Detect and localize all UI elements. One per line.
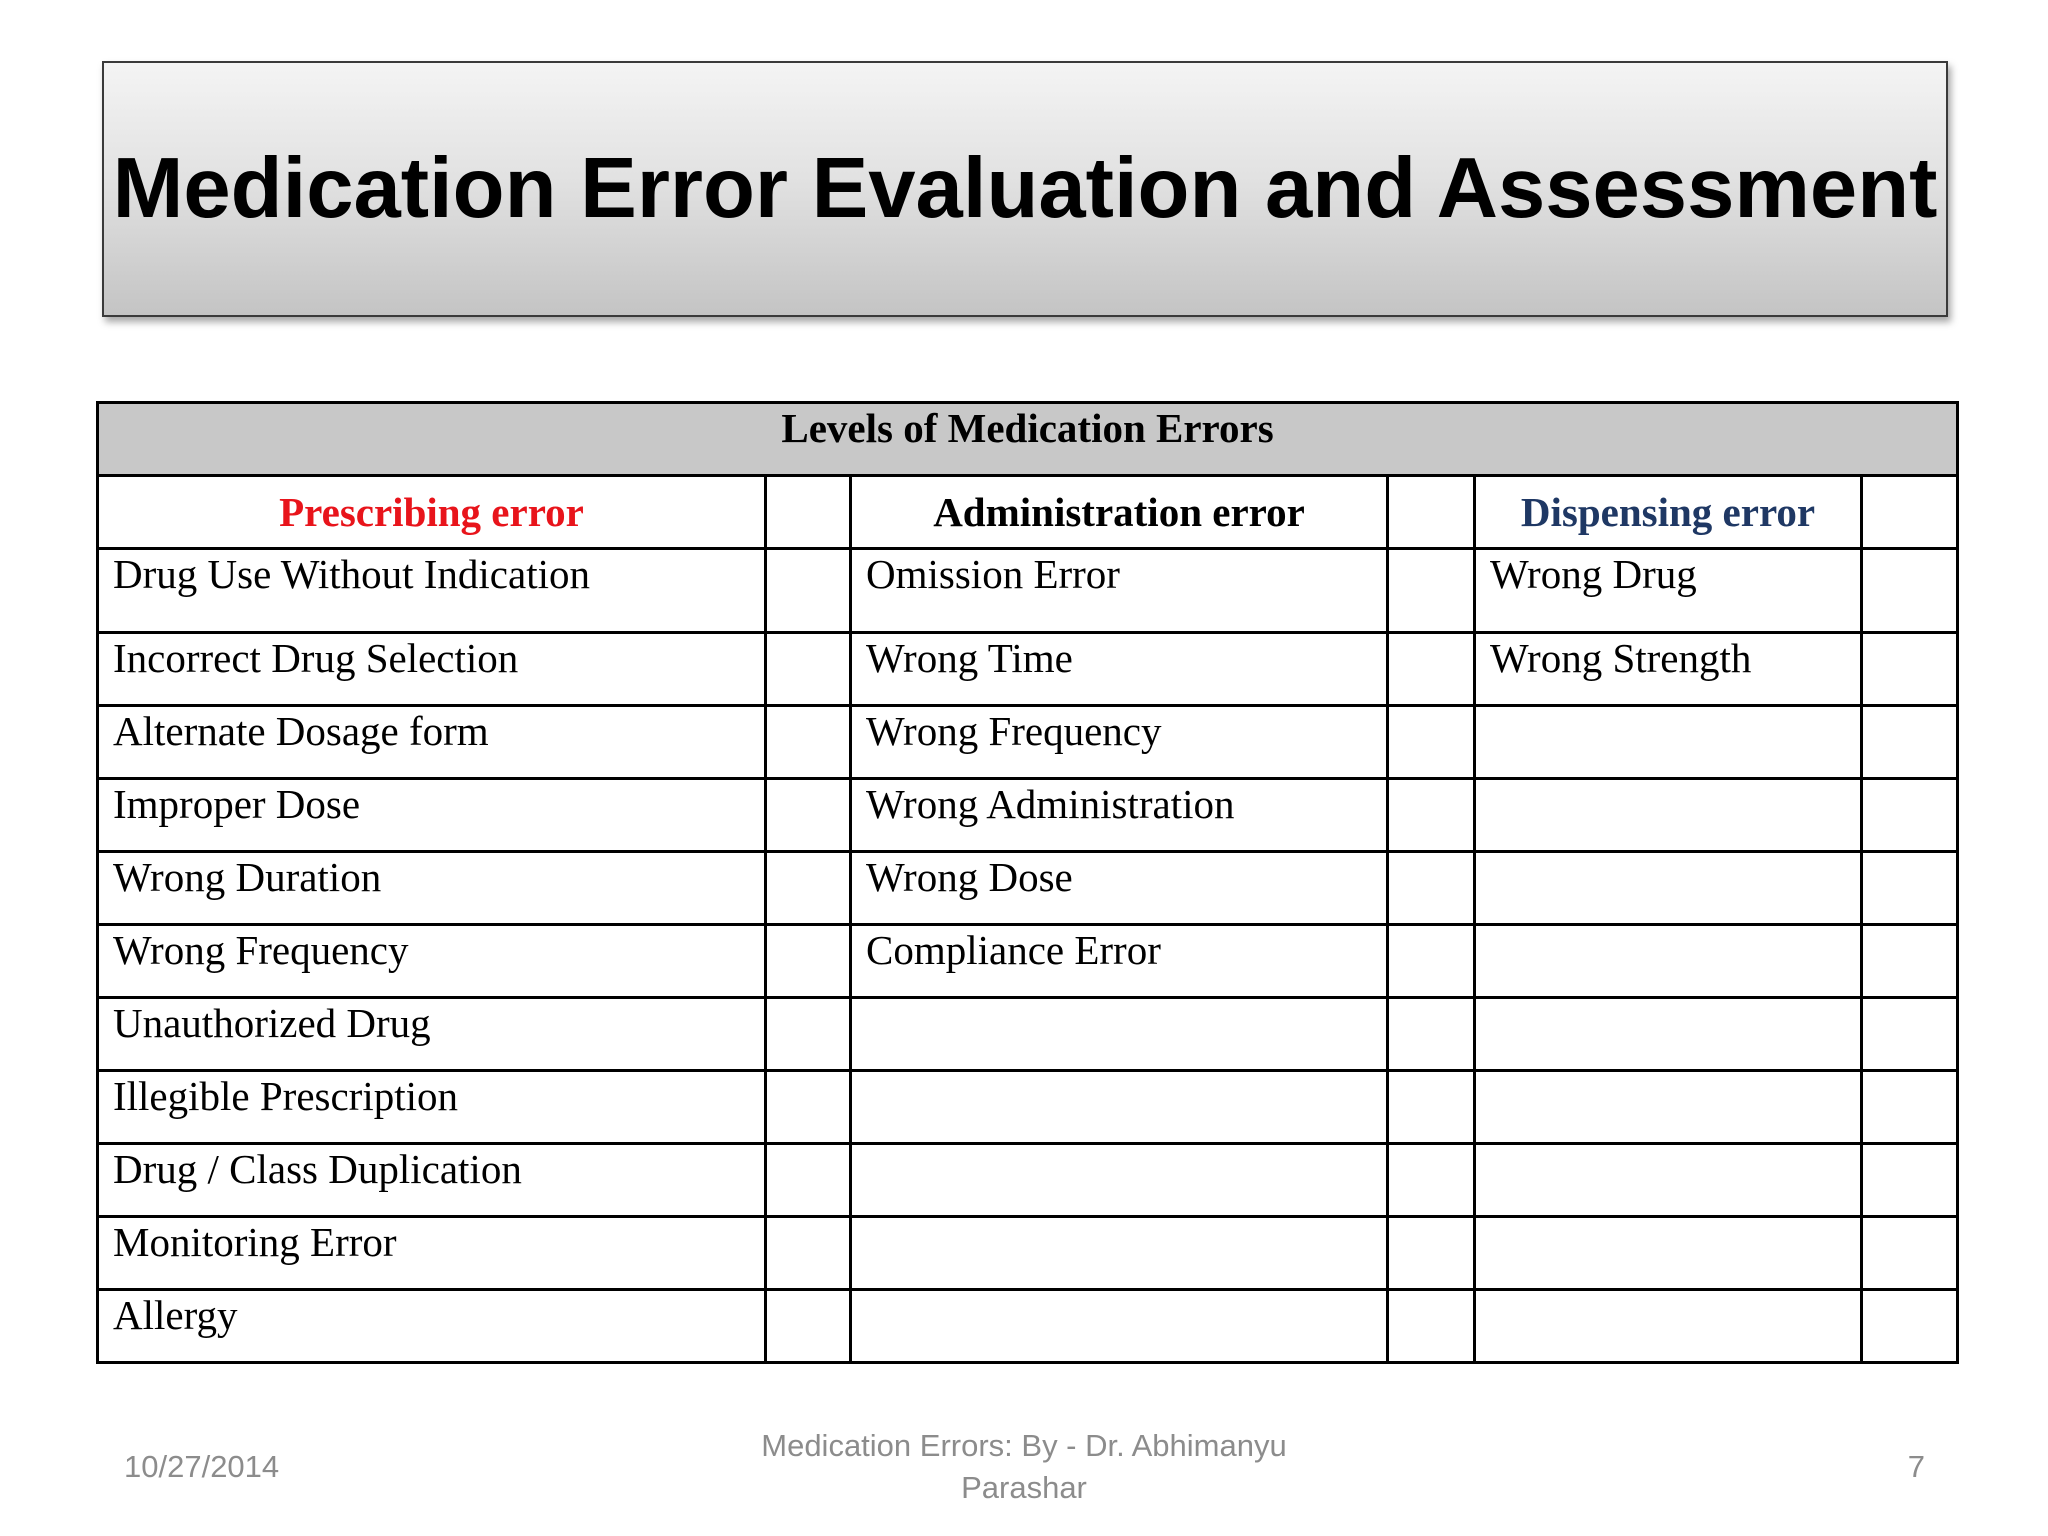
spacer-cell bbox=[766, 1144, 851, 1217]
spacer-cell bbox=[766, 633, 851, 706]
prescribing-error-cell: Allergy bbox=[98, 1290, 766, 1363]
spacer-cell bbox=[1388, 1217, 1475, 1290]
table-row bbox=[98, 706, 1958, 779]
spacer-cell bbox=[1862, 1071, 1958, 1144]
dispensing-error-cell bbox=[1475, 779, 1862, 852]
title-box bbox=[102, 61, 1948, 317]
table-row bbox=[98, 1071, 1958, 1144]
spacer-cell bbox=[766, 1071, 851, 1144]
prescribing-error-cell: Illegible Prescription bbox=[98, 1071, 766, 1144]
spacer-cell bbox=[766, 998, 851, 1071]
spacer-cell bbox=[766, 1217, 851, 1290]
footer-date: 10/27/2014 bbox=[124, 1449, 280, 1484]
spacer-cell bbox=[1862, 998, 1958, 1071]
dispensing-error-cell bbox=[1475, 925, 1862, 998]
dispensing-error-cell bbox=[1475, 1144, 1862, 1217]
spacer-cell bbox=[766, 706, 851, 779]
prescribing-error-cell: Unauthorized Drug bbox=[98, 998, 766, 1071]
spacer-cell bbox=[1862, 706, 1958, 779]
dispensing-error-cell bbox=[1475, 998, 1862, 1071]
administration-error-cell bbox=[851, 998, 1388, 1071]
spacer-cell bbox=[1862, 1144, 1958, 1217]
footer-center-line1: Medication Errors: By - Dr. Abhimanyu bbox=[761, 1428, 1287, 1463]
administration-error-cell bbox=[851, 1217, 1388, 1290]
table-row bbox=[98, 925, 1958, 998]
spacer-cell bbox=[1862, 852, 1958, 925]
prescribing-error-cell: Drug Use Without Indication bbox=[98, 549, 766, 633]
spacer-cell bbox=[1862, 549, 1958, 633]
spacer-cell bbox=[766, 549, 851, 633]
spacer-cell bbox=[766, 852, 851, 925]
prescribing-error-cell: Wrong Duration bbox=[98, 852, 766, 925]
administration-error-cell bbox=[851, 1144, 1388, 1217]
spacer-cell bbox=[1388, 998, 1475, 1071]
prescribing-error-cell: Wrong Frequency bbox=[98, 925, 766, 998]
table-row bbox=[98, 852, 1958, 925]
spacer-cell bbox=[1388, 779, 1475, 852]
spacer-cell bbox=[1862, 476, 1958, 549]
spacer-cell bbox=[1862, 779, 1958, 852]
spacer-cell bbox=[1388, 925, 1475, 998]
administration-error-cell: Wrong Dose bbox=[851, 852, 1388, 925]
table-header-row bbox=[98, 476, 1958, 549]
administration-error-cell: Omission Error bbox=[851, 549, 1388, 633]
spacer-cell bbox=[766, 779, 851, 852]
prescribing-error-cell: Drug / Class Duplication bbox=[98, 1144, 766, 1217]
spacer-cell bbox=[766, 476, 851, 549]
prescribing-error-cell: Alternate Dosage form bbox=[98, 706, 766, 779]
table-row bbox=[98, 1290, 1958, 1363]
dispensing-error-cell bbox=[1475, 706, 1862, 779]
medication-errors-table bbox=[96, 401, 1959, 1364]
prescribing-error-cell: Incorrect Drug Selection bbox=[98, 633, 766, 706]
spacer-cell bbox=[1388, 1144, 1475, 1217]
table-row bbox=[98, 779, 1958, 852]
administration-error-cell: Compliance Error bbox=[851, 925, 1388, 998]
administration-error-cell bbox=[851, 1290, 1388, 1363]
spacer-cell bbox=[766, 925, 851, 998]
spacer-cell bbox=[1388, 476, 1475, 549]
spacer-cell bbox=[1862, 925, 1958, 998]
dispensing-error-cell bbox=[1475, 852, 1862, 925]
table-row bbox=[98, 633, 1958, 706]
administration-error-cell: Wrong Frequency bbox=[851, 706, 1388, 779]
footer-center-line2: Parashar bbox=[961, 1470, 1087, 1505]
footer-page-number: 7 bbox=[1907, 1449, 1925, 1484]
administration-error-cell: Wrong Administration bbox=[851, 779, 1388, 852]
slide-title: Medication Error Evaluation and Assessment bbox=[112, 141, 1938, 236]
prescribing-error-cell: Monitoring Error bbox=[98, 1217, 766, 1290]
spacer-cell bbox=[1388, 1071, 1475, 1144]
spacer-cell bbox=[1388, 633, 1475, 706]
spacer-cell bbox=[1862, 1217, 1958, 1290]
spacer-cell bbox=[1388, 852, 1475, 925]
dispensing-error-cell bbox=[1475, 1217, 1862, 1290]
header-prescribing-error: Prescribing error bbox=[98, 476, 766, 549]
dispensing-error-cell bbox=[1475, 1290, 1862, 1363]
administration-error-cell bbox=[851, 1071, 1388, 1144]
header-administration-error: Administration error bbox=[851, 476, 1388, 549]
table-row bbox=[98, 1144, 1958, 1217]
spacer-cell bbox=[1388, 706, 1475, 779]
spacer-cell bbox=[1862, 1290, 1958, 1363]
spacer-cell bbox=[1862, 633, 1958, 706]
spacer-cell bbox=[1388, 549, 1475, 633]
table-row bbox=[98, 1217, 1958, 1290]
table-title: Levels of Medication Errors bbox=[98, 403, 1958, 476]
table-row bbox=[98, 998, 1958, 1071]
prescribing-error-cell: Improper Dose bbox=[98, 779, 766, 852]
dispensing-error-cell bbox=[1475, 1071, 1862, 1144]
dispensing-error-cell: Wrong Strength bbox=[1475, 633, 1862, 706]
header-dispensing-error: Dispensing error bbox=[1475, 476, 1862, 549]
spacer-cell bbox=[766, 1290, 851, 1363]
spacer-cell bbox=[1388, 1290, 1475, 1363]
administration-error-cell: Wrong Time bbox=[851, 633, 1388, 706]
dispensing-error-cell: Wrong Drug bbox=[1475, 549, 1862, 633]
table-row bbox=[98, 549, 1958, 633]
